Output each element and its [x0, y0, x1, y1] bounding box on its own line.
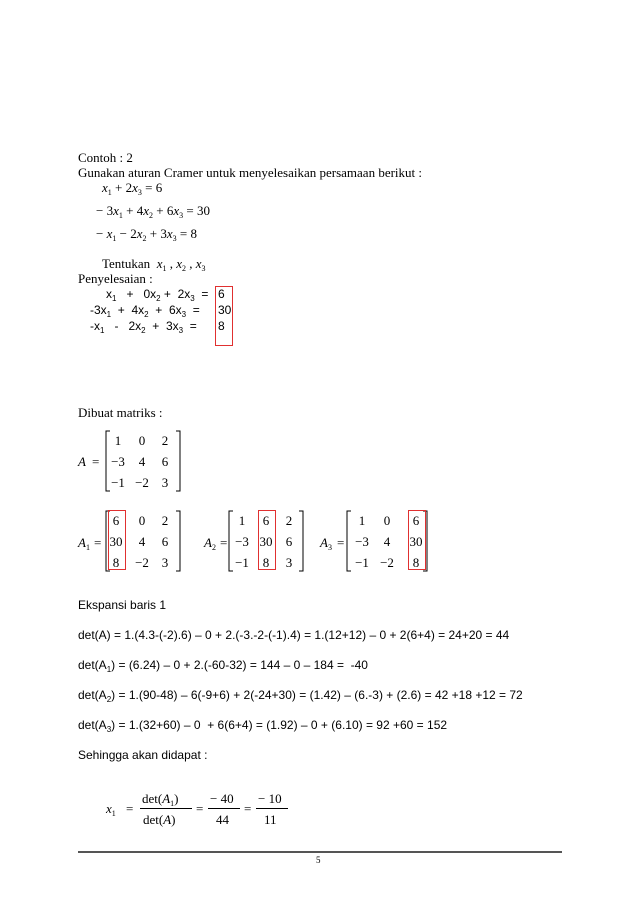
matrix-A-equals: =	[92, 454, 100, 469]
matrix-A2-cell: 6	[285, 534, 293, 549]
det-line-A3: $\det(A_3) = 1.(32+60) - 0 + 6(6+4) = (1.92) - 0 + (6.10) = 92 +60 = 152$	[78, 718, 448, 734]
matrix-A1-cell: 2	[161, 513, 169, 528]
matrix-A3-label: $A_3$	[320, 535, 332, 552]
instruction-text: Gunakan aturan Cramer untuk menyelesaikan persamaan berikut :	[78, 165, 423, 180]
equation-2: − $3x_1 + 4x_2 + 6x_3 = 30$	[96, 203, 210, 220]
result-denominator-1: det(A)	[143, 812, 176, 827]
fraction-bar-2	[208, 808, 240, 809]
matrix-A-cell: 4	[138, 454, 146, 469]
matrix-A3-cell: 0	[383, 513, 391, 528]
find-variables: Tentukan $x_1$ , $x_2$ , $x_3$	[102, 256, 206, 273]
matrix-A-label: A	[78, 454, 86, 469]
fraction-bar-1	[140, 808, 192, 809]
matrix-A1-cell: −2	[135, 555, 149, 570]
page-number: 5	[316, 855, 321, 865]
result-equals-2: =	[196, 801, 204, 816]
footer-rule	[78, 851, 562, 853]
result-denominator-3: 11	[264, 812, 277, 827]
matrix-A1-cell: 6	[161, 534, 169, 549]
matrix-A3-cell: 1	[358, 513, 366, 528]
matrix-A2-cell: −3	[235, 534, 249, 549]
system-row-3: $-x_1 - 2x_2 + 3x_3$ =	[90, 319, 197, 335]
matrix-A-cell: −3	[111, 454, 125, 469]
matrix-A2-label: $A_2$	[204, 535, 216, 552]
matrix-A-cell: 2	[161, 433, 169, 448]
matrix-A1-cell: 8	[112, 555, 120, 570]
det-line-A2: $\det(A_2) = 1.(90-48) - 6(-9+6) + 2(-24+30) = (1.42) - (6.-3) + (2.6) = 42 +18 +12 = 72$	[78, 688, 523, 704]
matrix-A1-label: $A_1$	[78, 535, 90, 552]
equation-3: − $x_1 - 2x_2 + 3x_3 = 8$	[96, 226, 197, 243]
matrix-intro: Dibuat matriks :	[78, 405, 163, 420]
system-rhs-2: 30	[218, 303, 232, 317]
matrix-A3-cell: 6	[412, 513, 420, 528]
det-line-A1: $\det(A_1) = (6.24) - 0 + 2.(-60-32) = 144 - 0 - 184 = -40$	[78, 658, 368, 674]
matrix-A2-cell: 30	[259, 534, 273, 549]
result-numerator-3: − 10	[258, 791, 282, 806]
matrix-A1-cell: 30	[109, 534, 123, 549]
matrix-A1-cell: 4	[138, 534, 146, 549]
matrix-A2-cell: 3	[285, 555, 293, 570]
system-row-1: $x_1 + 0x_2 + 2x_3$ =	[106, 287, 209, 303]
matrix-A1-equals: =	[94, 535, 102, 550]
system-row-2: $-3x_1 + 4x_2 + 6x_3$ =	[90, 303, 200, 319]
matrix-A2-cell: −1	[235, 555, 249, 570]
matrix-A-cell: 3	[161, 475, 169, 490]
expansion-heading: Ekspansi baris 1	[78, 598, 167, 612]
fraction-bar-3	[256, 808, 288, 809]
matrix-A3-cell: 30	[409, 534, 423, 549]
matrix-A3-equals: =	[337, 535, 345, 550]
matrix-A3-cell: −1	[355, 555, 369, 570]
result-denominator-2: 44	[216, 812, 229, 827]
result-numerator-2: − 40	[210, 791, 234, 806]
result-equals-3: =	[244, 801, 252, 816]
matrix-A3-cell: −3	[355, 534, 369, 549]
matrix-A1-cell: 0	[138, 513, 146, 528]
matrix-A3-cell: 8	[412, 555, 420, 570]
result-lhs: $x_1$	[106, 801, 116, 818]
result-equals-1: =	[126, 801, 134, 816]
matrix-A-cell: 1	[114, 433, 122, 448]
system-rhs-3: 8	[218, 319, 225, 333]
matrix-A-cell: −1	[111, 475, 125, 490]
solution-label: Penyelesaian :	[78, 271, 153, 286]
system-rhs-1: 6	[218, 287, 225, 301]
matrix-A2-cell: 8	[262, 555, 270, 570]
result-numerator-1: $\det(A_1)$	[142, 791, 179, 808]
matrix-A-cell: −2	[135, 475, 149, 490]
example-title: Contoh : 2	[78, 150, 133, 165]
constants-highlight-box	[215, 286, 233, 346]
matrix-A2-equals: =	[220, 535, 228, 550]
matrix-A1-cell: 6	[112, 513, 120, 528]
matrix-A1-cell: 3	[161, 555, 169, 570]
matrix-A2-cell: 2	[285, 513, 293, 528]
matrix-A-cell: 6	[161, 454, 169, 469]
matrix-A2-cell: 1	[238, 513, 246, 528]
matrix-A2-cell: 6	[262, 513, 270, 528]
matrix-A3-cell: −2	[380, 555, 394, 570]
equation-1: $x_1 + 2x_3 = 6$	[102, 180, 163, 197]
matrix-A3-cell: 4	[383, 534, 391, 549]
matrix-A-cell: 0	[138, 433, 146, 448]
conclusion-text: Sehingga akan didapat :	[78, 748, 208, 762]
det-line-A: det(A) = 1.(4.3-(-2).6) – 0 + 2.(-3.-2-(-1).4) = 1.(12+12) – 0 + 2(6+4) = 24+20 = 44	[78, 628, 510, 642]
